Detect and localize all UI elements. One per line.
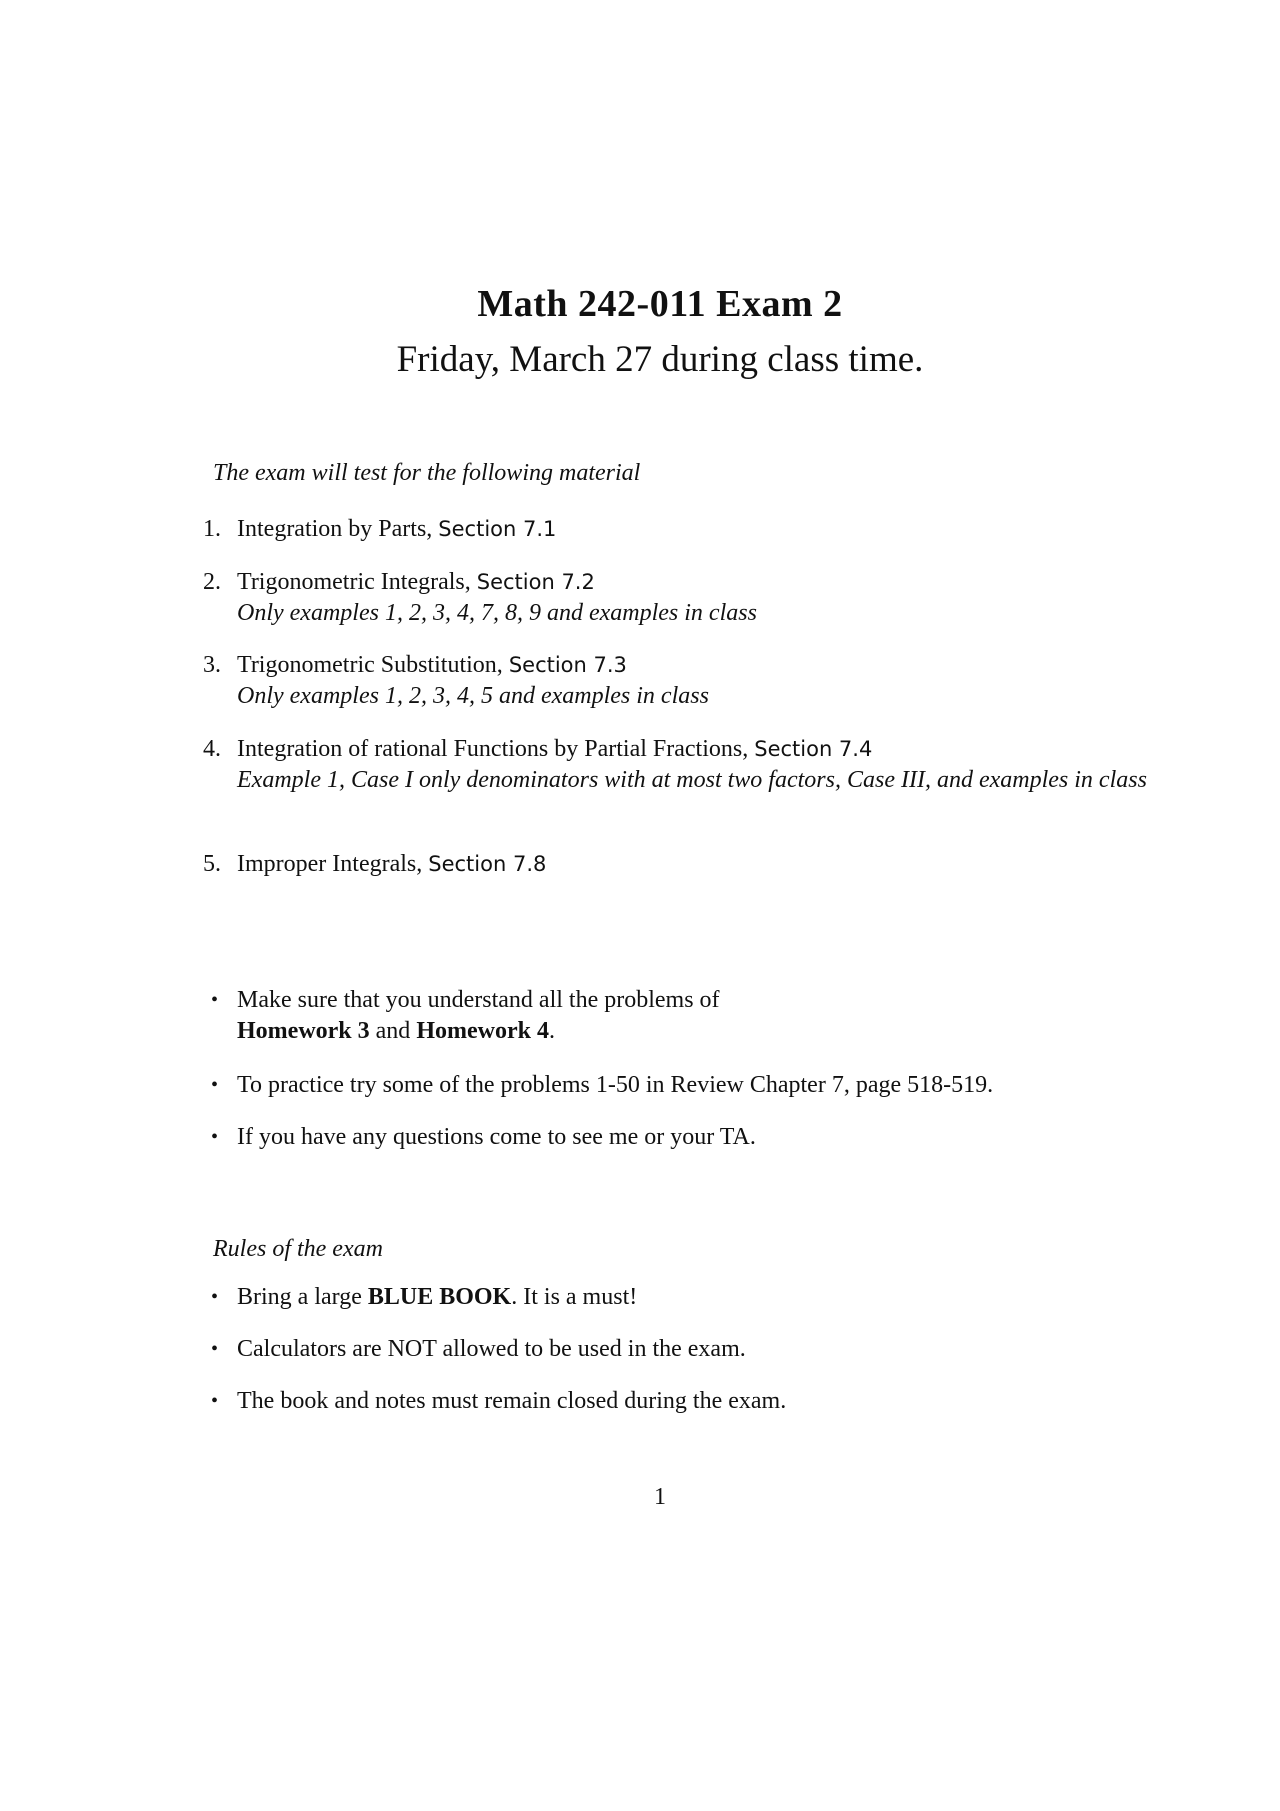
topic-note: Only examples 1, 2, 3, 4, 7, 8, 9 and examples in class <box>237 600 757 626</box>
topic-text: Integration of rational Functions by Partial Fractions, <box>237 736 749 762</box>
topic-note: Only examples 1, 2, 3, 4, 5 and examples in class <box>237 683 709 709</box>
topic-number: 1. <box>203 516 221 542</box>
blue-book-label: BLUE BOOK <box>367 1284 512 1310</box>
topic-note: Example 1, Case I only denominators with at most two factors, Case III, and examples in class <box>237 767 1147 793</box>
bullet-icon: • <box>211 1338 219 1360</box>
topic-number: 5. <box>203 851 221 877</box>
topic-text: Trigonometric Integrals, <box>237 569 471 595</box>
page-number: 1 <box>654 1484 666 1510</box>
bullet-icon: • <box>211 1126 219 1148</box>
topic-text: Improper Integrals, <box>237 851 423 877</box>
topic-body <box>237 849 1157 880</box>
and-text: and <box>375 1018 411 1044</box>
page-title: Math 242-011 Exam 2 <box>477 283 843 325</box>
topic-section: Section 7.1 <box>438 517 557 541</box>
topic-body <box>237 734 1157 796</box>
rules-heading: Rules of the exam <box>213 1236 383 1262</box>
rule-body: The book and notes must remain closed during the exam. <box>237 1388 787 1414</box>
topic-body <box>237 567 1157 629</box>
topic-number: 3. <box>203 652 221 678</box>
bullet-icon: • <box>211 1074 219 1096</box>
topic-number: 2. <box>203 569 221 595</box>
bullet-icon: • <box>211 1286 219 1308</box>
topic-section: Section 7.3 <box>508 653 627 677</box>
topic-text: Trigonometric Substitution, <box>237 652 503 678</box>
topic-section: Section 7.4 <box>754 737 873 761</box>
topic-text: Integration by Parts, <box>237 516 433 542</box>
topic-body <box>237 514 1157 545</box>
rule-text: Bring a large <box>237 1284 362 1310</box>
rule-text: . It is a must! <box>511 1284 638 1310</box>
topic-section: Section 7.8 <box>428 852 547 876</box>
topic-body <box>237 650 1157 712</box>
period-text: . <box>548 1018 555 1044</box>
bullet-icon: • <box>211 1390 219 1412</box>
tip-body: To practice try some of the problems 1-50 in Review Chapter 7, page 518-519. <box>237 1072 994 1098</box>
topic-number: 4. <box>203 736 221 762</box>
tip-body: If you have any questions come to see me or your TA. <box>237 1124 756 1150</box>
homework-3-label: Homework 3 <box>237 1018 370 1044</box>
tip-body <box>237 985 1157 1047</box>
bullet-icon: • <box>211 989 219 1011</box>
tip-text: Make sure that you understand all the problems of <box>237 987 720 1013</box>
topic-section: Section 7.2 <box>476 570 595 594</box>
intro-text: The exam will test for the following material <box>213 460 641 486</box>
rule-body: Calculators are NOT allowed to be used in the exam. <box>237 1336 746 1362</box>
page-subtitle: Friday, March 27 during class time. <box>396 339 924 380</box>
rule-body <box>237 1282 1157 1313</box>
homework-4-label: Homework 4 <box>416 1018 549 1044</box>
